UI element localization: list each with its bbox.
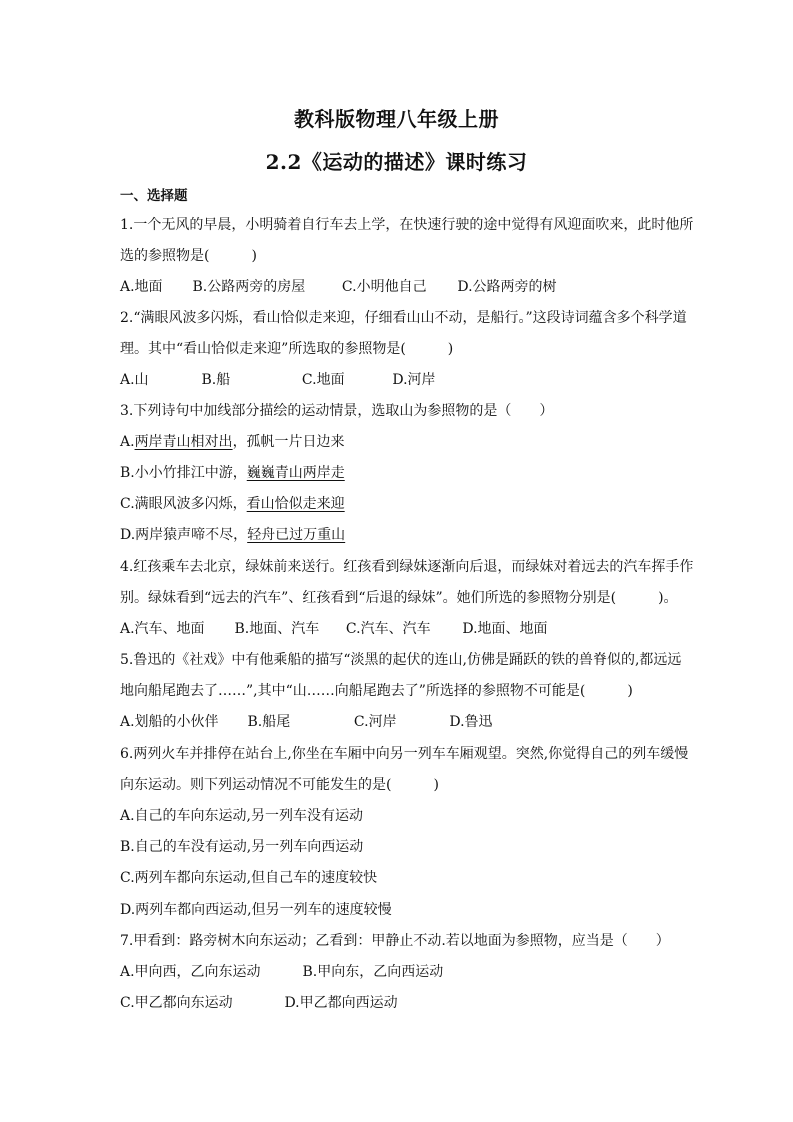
question-3-option-d: D.两岸猿声啼不尽，轻舟已过万重山: [120, 527, 346, 543]
option-b: B.甲向东，乙向西运动: [302, 964, 444, 980]
document-title: 教科版物理八年级上册: [294, 107, 499, 131]
option-d: D.公路两旁的树: [457, 279, 557, 295]
question-5-line-2: 地向船尾跑去了……”,其中“山……向船尾跑去了”所选择的参照物不可能是( ): [120, 683, 633, 699]
option-d: D.地面、地面: [462, 621, 548, 637]
question-2-options: [120, 370, 436, 390]
section-heading: 一、选择题: [120, 188, 188, 204]
question-6-line-1: 6.两列火车并排停在站台上,你坐在车厢中向另一列车车厢观望。突然,你觉得自己的列车缓慢: [120, 746, 689, 762]
question-4-line-2: 别。绿妹看到“远去的汽车”、红孩看到“后退的绿妹”。她们所选的参照物分别是( )。: [120, 590, 678, 606]
option-b: B.公路两旁的房屋: [192, 279, 306, 295]
document-subtitle: 2.2《运动的描述》课时练习: [265, 150, 528, 174]
option-c: C.小明他自己: [341, 279, 427, 295]
question-6-option-d: D.两列车都向西运动,但另一列车的速度较慢: [120, 902, 392, 918]
question-4-options: [120, 619, 548, 639]
question-1-line-2: 选的参照物是( ): [120, 248, 257, 264]
option-d: D.鲁迅: [449, 714, 493, 730]
underlined-phrase: 看山恰似走来迎: [246, 496, 345, 512]
question-5-options: [120, 712, 493, 732]
option-c: C.河岸: [353, 714, 397, 730]
underlined-phrase: 两岸青山相对出: [134, 434, 233, 450]
question-6-option-a: A.自己的车向东运动,另一列车没有运动: [120, 808, 364, 824]
option-a: A.汽车、地面: [120, 621, 205, 637]
question-6-option-b: B.自己的车没有运动,另一列车向西运动: [120, 839, 364, 855]
question-1-options: [120, 277, 557, 297]
option-c: C.汽车、汽车: [345, 621, 431, 637]
question-1-line-1: 1.一个无风的早晨，小明骑着自行车去上学，在快速行驶的途中觉得有风迎面吹来，此时他所: [120, 217, 694, 233]
underlined-phrase: 巍巍青山两岸走: [246, 465, 345, 481]
question-4-line-1: 4.红孩乘车去北京，绿妹前来送行。红孩看到绿妹逐渐向后退，而绿妹对着远去的汽车挥手作: [120, 559, 694, 575]
option-a: A.地面: [120, 279, 163, 295]
option-c: C.地面: [301, 372, 345, 388]
question-3-option-b: B.小小竹排江中游，巍巍青山两岸走: [120, 465, 345, 481]
question-2-line-1: 2.“满眼风波多闪烁，看山恰似走来迎，仔细看山山不动，是船行。”这段诗词蕴含多个科学道: [120, 310, 687, 326]
question-3-line-1: 3.下列诗句中加线部分描绘的运动情景，选取山为参照物的是（ ）: [120, 403, 554, 419]
option-b: B.船尾: [247, 714, 291, 730]
question-6-option-c: C.两列车都向东运动,但自己车的速度较快: [120, 870, 378, 886]
option-b: B.地面、汽车: [234, 621, 320, 637]
option-a: A.甲向西，乙向东运动: [120, 964, 261, 980]
question-3-option-a: A.两岸青山相对出，孤帆一片日边来: [120, 434, 345, 450]
option-d: D.甲乙都向西运动: [284, 995, 398, 1011]
question-7-line-1: 7.甲看到：路旁树木向东运动；乙看到：甲静止不动.若以地面为参照物，应当是（ ）: [120, 933, 670, 949]
option-c: C.甲乙都向东运动: [120, 995, 233, 1011]
option-b: B.船: [201, 372, 231, 388]
question-6-line-2: 向东运动。则下列运动情况不可能发生的是( ): [120, 777, 439, 793]
option-a: A.划船的小伙伴: [120, 714, 219, 730]
underlined-phrase: 轻舟已过万重山: [247, 527, 346, 543]
question-7-options-row-2: [120, 993, 398, 1013]
question-7-options-row-1: [120, 962, 443, 982]
option-a: A.山: [120, 372, 149, 388]
question-2-line-2: 理。其中“看山恰似走来迎”所选取的参照物是( ): [120, 341, 454, 357]
question-5-line-1: 5.鲁迅的《社戏》中有他乘船的描写“淡黑的起伏的连山,仿佛是踊跃的铁的兽脊似的,都远远: [120, 652, 682, 668]
option-d: D.河岸: [392, 372, 436, 388]
question-3-option-c: C.满眼风波多闪烁，看山恰似走来迎: [120, 496, 345, 512]
